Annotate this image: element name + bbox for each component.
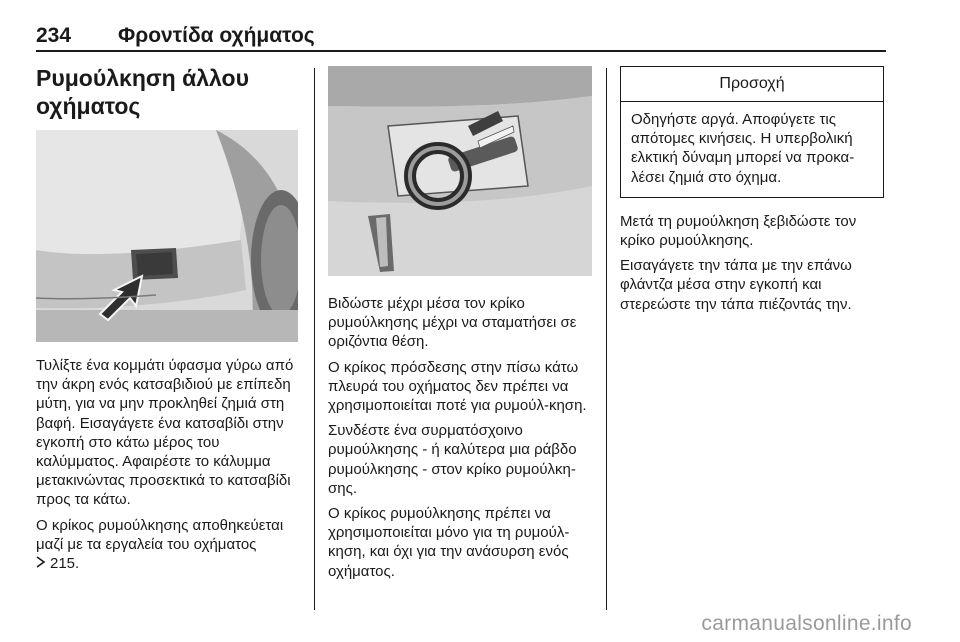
paragraph-3: Βιδώστε μέχρι μέσα τον κρίκο ρυμούλκησης μέχρι να σταματήσει σε οριζόντια θέση.: [328, 295, 577, 351]
caution-text: Οδηγήστε αργά. Αποφύγετε τις απότομες κινήσεις. Η υπερβολική ελκτική δύναμη μπορεί να προκα-λέσει ζημιά στο όχημα.: [631, 111, 855, 186]
paragraph-5: Συνδέστε ένα συρματόσχοινο ρυμούλκησης - ή καλύτερα μια ράβδο ρυμούλκησης - στον κρίκο ρυμούλκη-σης.: [328, 422, 577, 497]
page-reference-arrow-icon: [36, 554, 46, 573]
left-column: [36, 64, 300, 579]
section-title-line-1: Ρυμούλκηση άλλου: [36, 65, 249, 91]
column-divider-left: [314, 68, 315, 610]
right-column: [620, 66, 884, 320]
watermark: carmanualsonline.info: [701, 612, 912, 635]
caution-title: Προσοχή: [621, 67, 883, 102]
section-title: [36, 64, 300, 120]
paragraph-2: [36, 516, 300, 574]
paragraph-7: Μετά τη ρυμούλκηση ξεβιδώστε τον κρίκο ρυμούλκησης.: [620, 212, 857, 250]
towing-eye-installation-illustration-icon: [328, 66, 592, 276]
section-title-line-2: οχήματος: [36, 93, 141, 119]
caution-box: [620, 66, 884, 198]
rear-bumper-cover-arrow-illustration-icon: [36, 130, 298, 342]
page-header: [36, 20, 886, 50]
paragraph-1: Τυλίξτε ένα κομμάτι ύφασμα γύρω από την άκρη ενός κατσαβιδιού με επίπεδη μύτη, για να μην προκληθεί ζημιά στη βαφή. Εισαγάγετε ένα κατσαβίδι στην εγκοπή στο κάτω μέρος του καλύμματος. Αφαιρέστε το κάλυμμα μετακινώντας προσεκτικά το κατσαβίδι προς τα κάτω.: [36, 357, 294, 509]
reference-page: 215.: [50, 555, 80, 573]
paragraph-4: Ο κρίκος πρόσδεσης στην πίσω κάτω πλευρά του οχήματος δεν πρέπει να χρησιμοποιείται ποτέ για ρυμούλ-κηση.: [328, 358, 587, 415]
middle-column: [328, 66, 592, 587]
paragraph-6: Ο κρίκος ρυμούλκησης πρέπει να χρησιμοποιείται μόνο για τη ρυμούλ-κηση, και όχι για την ανάσυρση ενός οχήματος.: [328, 505, 570, 580]
paragraph-2-text: Ο κρίκος ρυμούλκησης αποθηκεύεται μαζί με τα εργαλεία του οχήματος: [36, 516, 284, 553]
paragraph-8: Εισαγάγετε την τάπα με την επάνω φλάντζα μέσα στην εγκοπή και στερεώστε την τάπα πιέζοντάς την.: [620, 257, 852, 313]
chapter-title: Φροντίδα οχήματος: [118, 24, 315, 47]
page-number: 234: [36, 24, 72, 47]
header-rule: [36, 50, 886, 52]
column-divider-right: [606, 68, 607, 610]
